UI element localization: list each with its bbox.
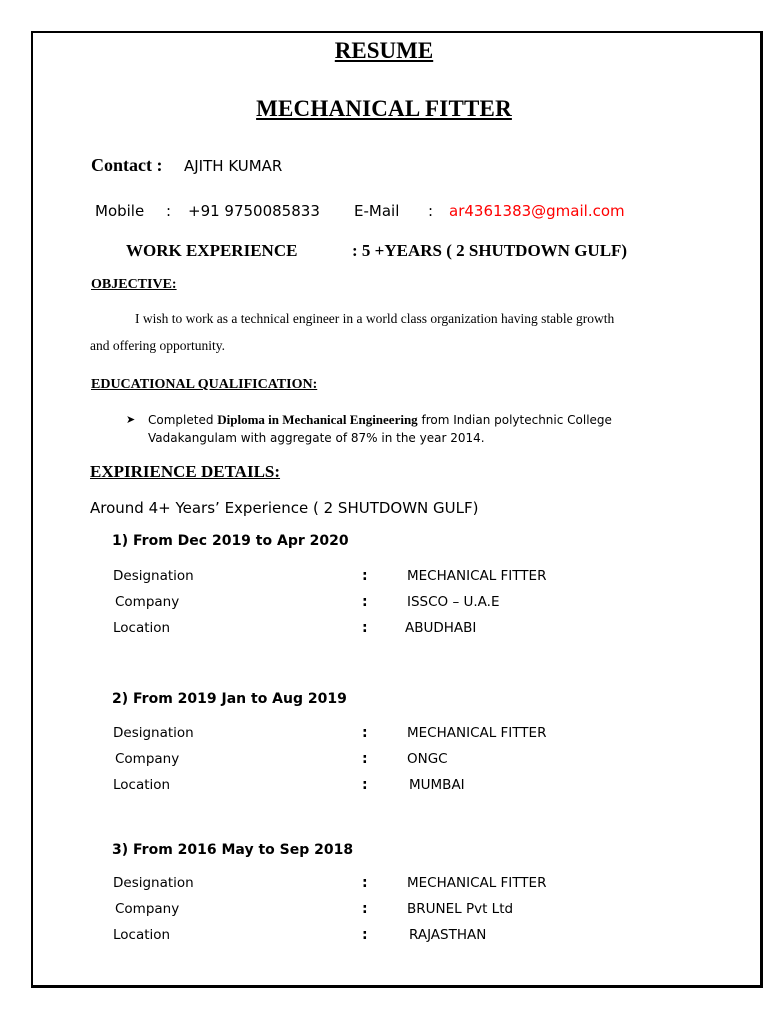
objective-heading: OBJECTIVE: xyxy=(91,277,177,292)
contact-label: Contact : xyxy=(91,155,163,175)
job-1-designation-label: Designation xyxy=(113,568,194,584)
objective-line-1: I wish to work as a technical engineer in a world class organization having stable growth xyxy=(135,311,615,326)
job-1-designation-value: MECHANICAL FITTER xyxy=(407,568,547,584)
job-3-location-colon: : xyxy=(362,927,368,943)
education-suffix: from Indian polytechnic College xyxy=(417,413,612,427)
experience-summary: Around 4+ Years’ Experience ( 2 SHUTDOWN GULF) xyxy=(90,499,479,517)
email-label: E-Mail xyxy=(354,202,400,220)
education-heading: EDUCATIONAL QUALIFICATION: xyxy=(91,377,318,392)
job-3-location-label: Location xyxy=(113,927,171,943)
education-degree: Diploma in Mechanical Engineering xyxy=(217,412,418,427)
job-2-heading: 2) From 2019 Jan to Aug 2019 xyxy=(112,691,347,707)
job-3-company-label: Company xyxy=(115,901,180,917)
mobile-colon: : xyxy=(166,202,172,220)
job-1-location-value: ABUDHABI xyxy=(405,620,477,636)
email-link[interactable]: ar4361383@gmail.com xyxy=(449,202,625,220)
education-line-2: Vadakangulam with aggregate of 87% in the year 2014. xyxy=(148,431,485,445)
job-2-company-label: Company xyxy=(115,751,180,767)
job-2-designation-label: Designation xyxy=(113,725,194,741)
job-1-company-label: Company xyxy=(115,594,180,610)
job-3-location-value: RAJASTHAN xyxy=(409,927,487,943)
education-line-1 xyxy=(148,411,612,429)
job-2-designation-colon: : xyxy=(362,725,368,741)
job-1-company-colon: : xyxy=(362,594,368,610)
job-3-company-colon: : xyxy=(362,901,368,917)
job-2-designation-value: MECHANICAL FITTER xyxy=(407,725,547,741)
education-prefix: Completed xyxy=(148,413,218,427)
work-experience-label: WORK EXPERIENCE xyxy=(126,241,298,260)
job-3-designation-value: MECHANICAL FITTER xyxy=(407,875,547,891)
job-1-location-colon: : xyxy=(362,620,368,636)
job-1-location-label: Location xyxy=(113,620,171,636)
job-2-location-value: MUMBAI xyxy=(409,777,465,793)
experience-heading: EXPIRIENCE DETAILS: xyxy=(90,462,281,481)
work-experience-value: : 5 +YEARS ( 2 SHUTDOWN GULF) xyxy=(352,241,628,260)
job-2-location-colon: : xyxy=(362,777,368,793)
job-2-company-value: ONGC xyxy=(407,751,448,767)
job-3-designation-colon: : xyxy=(362,875,368,891)
contact-name: AJITH KUMAR xyxy=(184,157,283,175)
job-3-designation-label: Designation xyxy=(113,875,194,891)
mobile-label: Mobile xyxy=(95,202,145,220)
job-1-company-value: ISSCO – U.A.E xyxy=(407,594,500,610)
job-3-heading: 3) From 2016 May to Sep 2018 xyxy=(112,842,354,858)
resume-title: RESUME xyxy=(334,38,434,63)
job-3-company-value: BRUNEL Pvt Ltd xyxy=(407,901,514,917)
arrow-bullet-icon: ➤ xyxy=(126,413,136,426)
email-colon: : xyxy=(428,202,434,220)
job-1-designation-colon: : xyxy=(362,568,368,584)
job-1-heading: 1) From Dec 2019 to Apr 2020 xyxy=(112,533,349,549)
job-2-location-label: Location xyxy=(113,777,171,793)
mobile-value: +91 9750085833 xyxy=(188,202,320,220)
objective-line-2: and offering opportunity. xyxy=(90,338,225,353)
job-2-company-colon: : xyxy=(362,751,368,767)
role-title: MECHANICAL FITTER xyxy=(256,96,512,121)
